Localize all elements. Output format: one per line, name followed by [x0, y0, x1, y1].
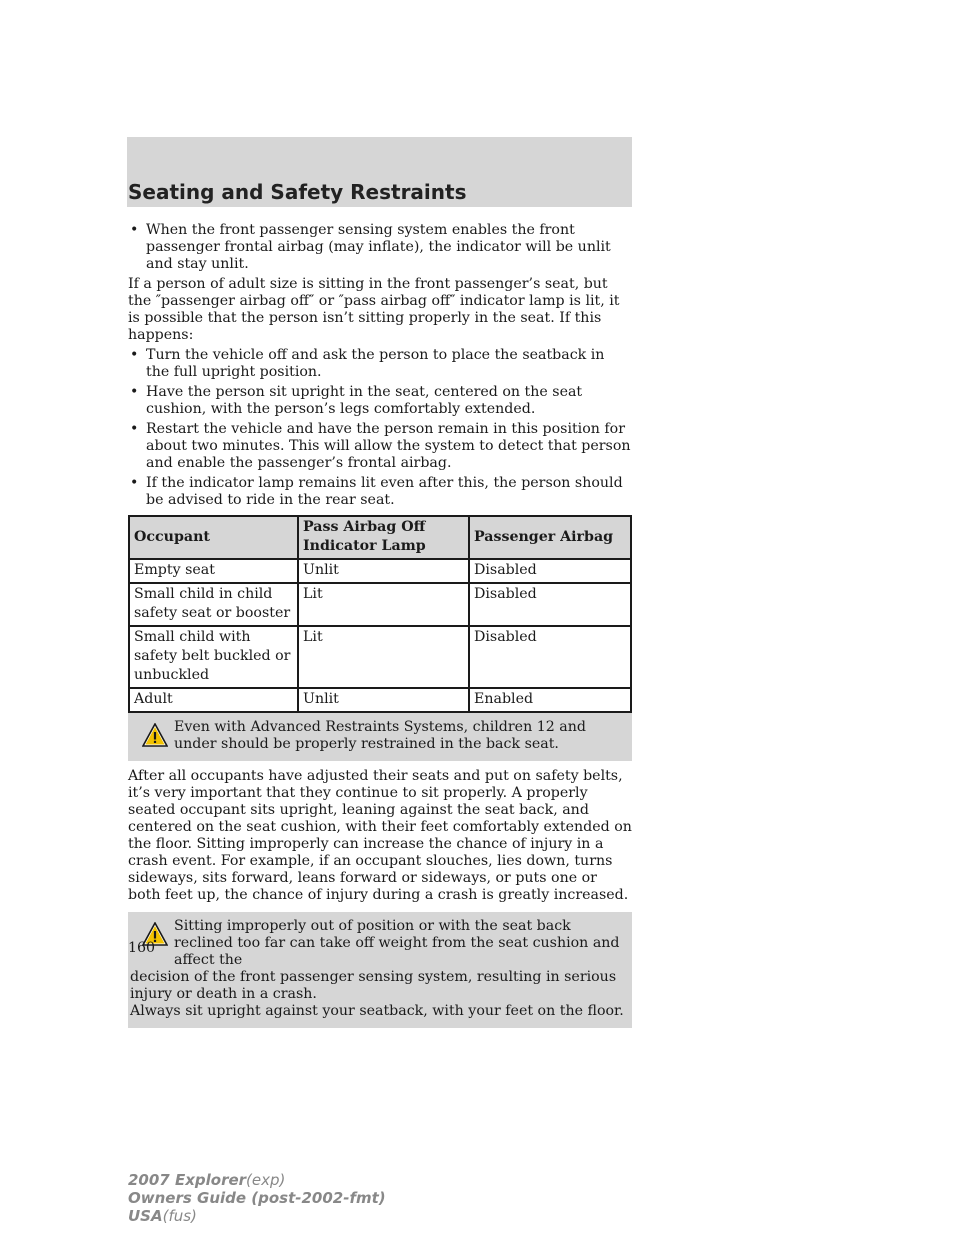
warning-box [128, 713, 632, 761]
footer-line: 2007 Explorer(exp) [128, 1171, 286, 1189]
warning-text: Even with Advanced Restraints Systems, children 12 and under should be properly restrained in the back seat. [174, 719, 586, 752]
bullet-icon: • [130, 421, 139, 437]
table-cell: Empty seat [129, 559, 298, 583]
column-header-occupant: Occupant [129, 516, 298, 559]
column-header-indicator-lamp: Pass Airbag Off Indicator Lamp [298, 516, 469, 559]
table-header-row [129, 516, 631, 559]
table-cell: Unlit [298, 559, 469, 583]
table-row [129, 583, 631, 626]
bullet-icon: • [130, 222, 139, 238]
page-content [128, 222, 632, 1028]
table-cell: Lit [298, 583, 469, 626]
table-row [129, 688, 631, 712]
warning-text: Always sit upright against your seatback, with your feet on the floor. [130, 1003, 624, 1019]
table-row [129, 626, 631, 688]
table-cell: Unlit [298, 688, 469, 712]
bullet-icon: • [130, 475, 139, 491]
document-footer [128, 1171, 386, 1225]
table-cell: Small child with safety belt buckled or unbuckled [129, 626, 298, 688]
bullet-icon: • [130, 384, 139, 400]
bullet-item: • Restart the vehicle and have the person remain in this position for about two minutes. This will allow the system to detect that person and enable the passenger’s frontal airbag. [130, 421, 631, 471]
bullet-item: • Have the person sit upright in the seat, centered on the seat cushion, with the person’s legs comfortably extended. [130, 384, 583, 417]
warning-box [128, 912, 632, 1028]
bullet-icon: • [130, 347, 139, 363]
table-cell: Lit [298, 626, 469, 688]
bullet-item: • When the front passenger sensing system enables the front passenger frontal airbag (may inflate), the indicator will be unlit and stay unlit. [130, 222, 611, 272]
footer-line: Owners Guide (post-2002-fmt) [128, 1189, 386, 1207]
table-cell: Disabled [469, 559, 631, 583]
airbag-status-table [128, 515, 632, 713]
bullet-item: • If the indicator lamp remains lit even after this, the person should be advised to ride in the rear seat. [130, 475, 623, 508]
paragraph: After all occupants have adjusted their seats and put on safety belts, it’s very important that they continue to sit properly. A properly seated occupant sits upright, leaning against the seat back, and centered on the seat cushion, with their feet comfortably extended on the floor. Sitting improperly can increase the chance of injury in a crash event. For example, if an occupant slouches, lies down, turns sideways, sits forward, leans forward or sideways, or puts one or both feet up, the chance of injury during a crash is greatly increased. [128, 768, 632, 903]
table-cell: Small child in child safety seat or booster [129, 583, 298, 626]
section-title: Seating and Safety Restraints [128, 180, 467, 204]
table-row [129, 559, 631, 583]
column-header-passenger-airbag: Passenger Airbag [469, 516, 631, 559]
page-number: 160 [128, 940, 156, 956]
table-cell: Adult [129, 688, 298, 712]
footer-line: USA(fus) [128, 1207, 197, 1225]
table-cell: Disabled [469, 583, 631, 626]
bullet-item: • Turn the vehicle off and ask the person to place the seatback in the full upright position. [130, 347, 605, 380]
warning-text: Sitting improperly out of position or with the seat back reclined too far can take off weight from the seat cushion and affect the [174, 918, 620, 968]
table-cell: Disabled [469, 626, 631, 688]
table-cell: Enabled [469, 688, 631, 712]
warning-triangle-icon [142, 723, 168, 747]
warning-text: decision of the front passenger sensing system, resulting in serious injury or death in a crash. [130, 969, 617, 1002]
paragraph: If a person of adult size is sitting in the front passenger’s seat, but the ″passenger airbag off″ or ″pass airbag off″ indicator lamp is lit, it is possible that the person isn’t sitting properly in the seat. If this happens: [128, 276, 620, 343]
